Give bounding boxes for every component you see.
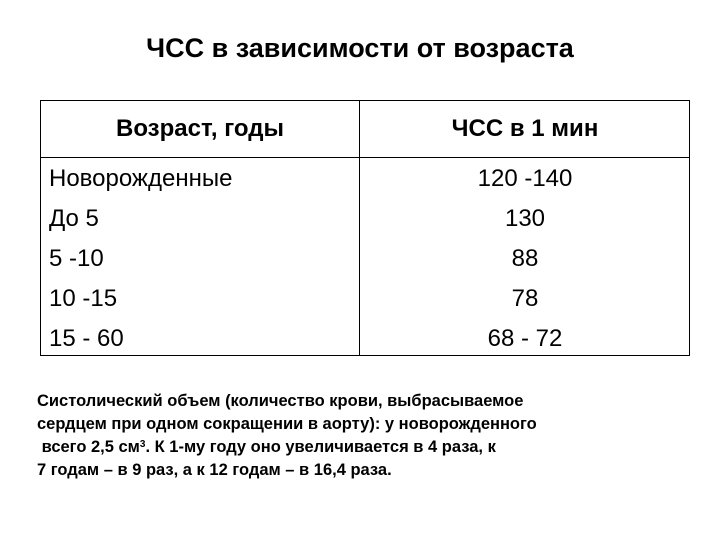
heart-rate-table	[40, 100, 690, 356]
age-cell: 15 - 60	[49, 325, 124, 352]
age-cell: 5 -10	[49, 245, 104, 272]
cubic-superscript: 3	[139, 439, 146, 450]
note-line: 7 годам – в 9 раз, а к 12 годам – в 16,4 раза.	[37, 461, 392, 479]
age-cell: Новорожденные	[49, 165, 233, 192]
page-title: ЧСС в зависимости от возраста	[146, 33, 574, 63]
column-header-heart-rate: ЧСС в 1 мин	[451, 115, 599, 142]
age-cell: До 5	[49, 205, 99, 232]
note-line: сердцем при одном сокращении в аорту): у новорожденного	[37, 415, 537, 433]
heart-rate-cell: 88	[511, 245, 539, 272]
heart-rate-column	[360, 159, 690, 359]
heart-rate-cell: 78	[511, 285, 539, 312]
stroke-volume-note	[37, 390, 687, 482]
note-text: всего 2,5 см	[37, 438, 140, 456]
heart-rate-cell: 120 -140	[477, 165, 573, 192]
note-line: Систолический объем (количество крови, выбрасываемое	[37, 392, 524, 410]
heart-rate-cell: 68 - 72	[487, 325, 563, 352]
heart-rate-cell: 130	[504, 205, 546, 232]
age-column	[49, 159, 354, 359]
note-text: . К 1-му году оно увеличивается в 4 раза, к	[145, 438, 496, 456]
column-header-age: Возраст, годы	[116, 115, 284, 142]
note-line	[37, 436, 687, 459]
age-cell: 10 -15	[49, 285, 118, 312]
table-header-divider	[41, 157, 689, 158]
